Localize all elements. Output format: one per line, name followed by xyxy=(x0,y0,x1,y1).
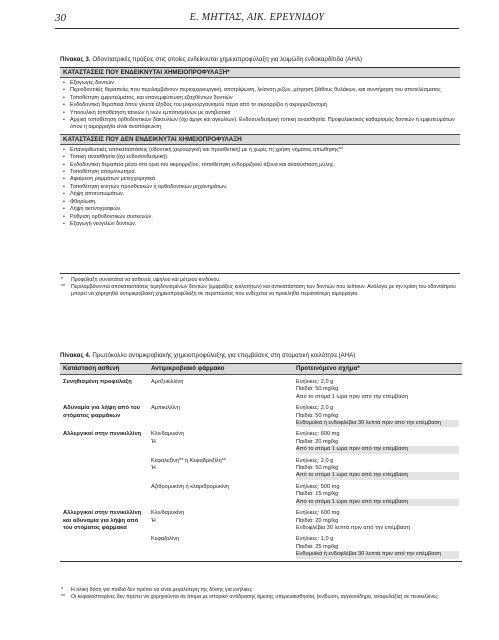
regimen-cell xyxy=(293,375,462,402)
list-item: • Περιοδοντικές θεραπείες που περιλαμβάνουν περιοχειρουργική, αποτρίψωση, λείανση ριζών, μέτρηση βάθους θυλάκων, και συντήρηση του αποτελέσματος xyxy=(60,87,460,94)
list-item: • Επανορθωτικές αποκαταστάσεις (οδοντική χειρουργική και προσθετική) με ή χωρίς τη χρήση νήματος απώθησης** xyxy=(60,147,460,154)
table-row xyxy=(60,427,462,453)
regimen-line: Παιδιά: 20 mg/kg xyxy=(296,517,339,524)
indicated-list xyxy=(60,78,460,134)
running-header xyxy=(55,12,459,29)
regimen-line: Ενήλικες: 600 mg xyxy=(296,431,340,438)
regimen-line: Ενήλικες: 1,0 g xyxy=(296,536,334,543)
list-item: • Ενδοδοντική θεραπεία μέσα στα όρια του ακρορριζίου, τοποθέτηση ενδορριζικού άξονα και ανασύσταση μύλης. xyxy=(60,162,460,169)
drug-cell xyxy=(148,454,293,480)
drug-alternative: Ή xyxy=(151,517,156,524)
column-header: Κατάσταση ασθενή xyxy=(60,364,148,375)
footnote xyxy=(60,277,461,284)
regimen-line: Παιδιά: 25 mg/kg xyxy=(296,543,339,550)
table-row xyxy=(60,480,462,506)
drug-alternative: Ή xyxy=(151,465,156,472)
drug-alternative: Ή xyxy=(151,438,156,445)
footnote-mark: ** xyxy=(61,283,66,290)
regimen-cell xyxy=(293,401,462,427)
footnote xyxy=(60,587,461,594)
footnote-text: Οι κεφαλοσπορίνες δεν πρέπει να χορηγούνται σε άτομα με ιστορικό αντίδρασης άμεσης υπερευαισθησίας (κνίδωση, αγγειοοίδημα, αναφυλαξία) σε πενικιλλίνες xyxy=(71,593,438,600)
indicated-heading: ΚΑΤΑΣΤΑΣΕΙΣ ΠΟΥ ΕΝΔΕΙΚΝΥΤΑΙ ΧΗΜΕΙΟΠΡΟΦΥΛΑΞΗ* xyxy=(60,68,460,78)
list-item: • Εξαγωγή νεογιλών δοντιών. xyxy=(60,221,460,228)
drug-cell xyxy=(148,506,293,532)
drug-cell xyxy=(148,401,293,427)
regimen-line: Παιδιά: 50 mg/kg xyxy=(296,465,339,472)
regimen-line: Παιδιά: 50 mg/kg xyxy=(296,386,339,393)
regimen-line: Ενήλικες: 500 mg xyxy=(296,483,340,490)
condition-cell: Συνηθισμένη προφύλαξη xyxy=(63,379,132,385)
footnote-text: Προφύλαξη συνιστάται να ασθενείς υψηλού και μέτριου κινδύνου. xyxy=(71,277,221,283)
not-indicated-list xyxy=(60,145,460,230)
list-item: • Ρύθμιση ορθοδοντικών συσκευών. xyxy=(60,214,460,221)
footnote-text: Η ολική δόση για παιδιά δεν πρέπει να είναι μεγαλύτερη της δόσης για ενήλικες xyxy=(71,587,253,593)
regimen-line: Ενδομυϊκά ή ενδοφλέβια 30 λεπτά πριν από την επέμβαση xyxy=(296,420,459,427)
table-row xyxy=(60,401,462,427)
table-row xyxy=(60,506,462,532)
drug-name: Αμοξυκιλλίνη xyxy=(151,379,184,385)
drug-name: Αζιθρομυκίνη ή κλαριθρομυκίνη xyxy=(151,483,229,490)
list-item: • Τοποθέτηση απομονωτήρα. xyxy=(60,169,460,176)
page-number: 30 xyxy=(55,12,66,24)
table-row xyxy=(60,454,462,480)
regimen-line: Από το στόμα 1 ώρα πριν από την επέμβαση xyxy=(296,393,408,400)
table-header-row xyxy=(60,364,462,375)
regimen-line: Παιδιά: 20 mg/kg xyxy=(296,438,339,445)
footnote-mark: ** xyxy=(61,593,66,600)
regimen-cell xyxy=(293,480,462,506)
list-item: • Λήψη ακτινογραφιών. xyxy=(60,206,460,213)
list-item: • Τοποθέτηση εμφυτεύματος, και επανεμφύτευση εξαχθέντων δοντιών xyxy=(60,95,460,102)
condition-cell: Αλλεργικοί στην πενικιλλίνη και αδυναμία για λήψη από του στόματος φάρμακα xyxy=(63,510,142,531)
list-item: • Αφαίρεση ραμμάτων μετεγχειρητικά. xyxy=(60,176,460,183)
drug-name: Κεφαλεξίνη** ή Κεφαδροξίλη** xyxy=(151,457,227,464)
drug-name: Αμπικιλλίνη xyxy=(151,405,180,412)
condition-cell xyxy=(60,480,148,506)
regimen-line: Από το στόμα 1 ώρα πριν από την επέμβαση xyxy=(296,472,459,479)
condition-cell xyxy=(60,532,148,561)
regimen-line: Ενήλικες: 2,0 g xyxy=(296,379,334,385)
condition-cell: Αλλεργικοί στην πενικιλλίνη xyxy=(63,431,142,438)
table3 xyxy=(60,67,460,274)
list-item: • Τοπική αναισθησία (όχι ενδοσυνδεσμική). xyxy=(60,154,460,161)
regimen-line: Ενδοφλέβια 30 λεπτά πριν από την επέμβαση xyxy=(296,524,410,531)
condition-cell xyxy=(60,454,148,480)
condition-cell: Αδυναμία για λήψη από του στόματος φαρμάκων xyxy=(63,405,140,419)
list-item: • Λήψη αποτυπωμάτων. xyxy=(60,191,460,198)
regimen-line: Ενήλικες: 2,0 g xyxy=(296,457,334,464)
table3-caption-text: Οδοντιατρικές πράξεις στις οποίες ενδείκνυται χημειοπροφύλαξη για λοιμώδη ενδοκαρδίτιδα (ΑΗΑ) xyxy=(92,56,363,63)
table3-caption xyxy=(60,56,459,64)
column-header: Προτεινόμενο σχήμα* xyxy=(293,364,462,375)
list-item: • Τοποθέτηση κινητών προσθετικών ή ορθοδοντικών μηχανημάτων. xyxy=(60,184,460,191)
regimen-cell xyxy=(293,427,462,453)
drug-cell xyxy=(148,480,293,506)
regimen-line: Από το στόμα 1 ώρα πριν από την επέμβαση xyxy=(296,446,459,453)
footnote xyxy=(60,594,461,601)
table3-caption-label: Πίνακας 3. xyxy=(60,56,91,63)
table-row xyxy=(60,532,462,561)
regimen-line: Παιδιά: 50 mg/kg xyxy=(296,412,339,419)
footnote-mark: * xyxy=(61,277,64,283)
table-row xyxy=(60,375,462,402)
drug-cell xyxy=(148,427,293,453)
regimen-line: Παιδιά: 15 mg/kg xyxy=(296,491,339,498)
regimen-cell xyxy=(293,506,462,532)
drug-name: Κεφαζολίνη xyxy=(151,536,180,543)
footnote-text: Περιλαμβάνονται αποκαταστάσεις τερηδονισμένων δοντιών (εμφράξεις κοιλοτήτων) και αντικατάσταση των δοντιών που λείπουν. Ανάλογα με την κρίση του οδοντιάτρου μπορεί να χορηγηθεί αντιμικροβιακή χημειοπροφύλαξη σε περιπτώσεις που ενδέχεται να προκληθεί περισσότερη αιμορραγία. xyxy=(71,283,456,297)
table3-footnotes xyxy=(60,277,461,297)
drug-name: Κλινδαμυκίνη xyxy=(151,510,185,517)
regimen-cell xyxy=(293,454,462,480)
table4-caption-label: Πίνακας 4. xyxy=(60,352,91,359)
table4-caption xyxy=(60,352,459,360)
list-item: • Ενδοδοντική θεραπεία όπου γίνεται έξοδος του μικροοργανισμού πέρα από το ακρορρίζιο ή ακρορριζεκτομή xyxy=(60,102,460,109)
list-item: • Υποουλική τοποθέτηση ταινιών ή ινών εμποτισμένων με αντιβιοτικά xyxy=(60,110,460,117)
running-title: Ε. ΜΗΤΤΑΣ, ΑΙΚ. ΕΡΕΥΝΙΔΟΥ xyxy=(189,12,325,23)
drug-cell xyxy=(148,532,293,561)
regimen-cell xyxy=(293,532,462,561)
list-item: • Εξαγωγές δοντιών xyxy=(60,80,460,87)
regimen-line: Από το στόμα 1 ώρα πριν από την επέμβαση xyxy=(296,499,459,506)
drug-name: Κλινδαμυκίνη xyxy=(151,431,185,438)
table4-footnotes xyxy=(60,587,461,601)
column-header: Αντιμικροβιακό φάρμακο xyxy=(148,364,293,375)
regimen-line: Ενήλικες: 2,0 g xyxy=(296,405,334,412)
footnote xyxy=(60,284,461,298)
table4 xyxy=(60,363,462,562)
list-item: • Αρχική τοποθέτηση ορθοδοντικών δακτυλίων (όχι άμιγκ και αγκυλίων). Ενδοσυνδεσμική τοπική αναισθησία. Προφυλακτικός καθαρισμός δοντιών ή εμφυτευμάτων όπου η αιμορραγία είναι αναπόφευκτη xyxy=(60,117,460,132)
list-item: • Φθορίωση. xyxy=(60,199,460,206)
not-indicated-heading: ΚΑΤΑΣΤΑΣΕΙΣ ΠΟΥ ΔΕΝ ΕΝΔΕΙΚΝΥΤΑΙ ΧΗΜΕΙΟΠΡΟΦΥΛΑΞΗ xyxy=(60,134,460,145)
table4-caption-text: Πρωτόκολλο αντιμικροβιακής χημειοπροφύλαξης για επεμβάσεις στη στοματική κοιλότητα (ΑΗΑ) xyxy=(92,352,356,359)
footnote-mark: * xyxy=(61,587,64,593)
regimen-line: Ενήλικες: 600 mg xyxy=(296,510,340,517)
drug-cell xyxy=(148,375,293,402)
regimen-line: Ενδομυϊκά ή ενδοφλέβια 30 λεπτά πριν από την επέμβαση xyxy=(296,551,459,558)
